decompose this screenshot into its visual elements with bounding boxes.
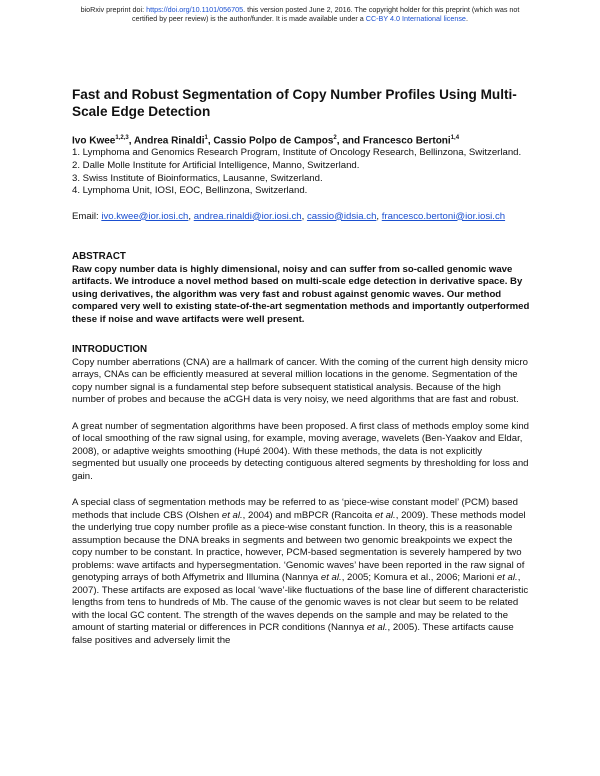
paper-body	[72, 86, 532, 661]
email-link[interactable]: andrea.rinaldi@ior.iosi.ch	[193, 210, 302, 222]
abstract-text: Raw copy number data is highly dimensional, noisy and can suffer from so-called genomic wave artifacts. We introduce a novel method based on multi-scale edge detection in derivative space. By using derivatives, the algorithm was very fast and robust against genomic waves. Our method compared very well to existing state-of-the-art segmentation methods and importantly outperformed these if noise and wave artifacts were well present.	[72, 263, 530, 325]
affiliation-item: 2. Dalle Molle Institute for Artificial Intelligence, Manno, Switzerland.	[72, 159, 360, 171]
author-name: Andrea Rinaldi	[133, 135, 205, 147]
header-line-1: bioRxiv preprint doi: https://doi.org/10.1101/056705. this version posted June 2, 2016. The copyright holder for this preprint (which was not	[80, 5, 520, 14]
introduction-heading: INTRODUCTION	[72, 344, 148, 356]
affiliation-item: 1. Lymphoma and Genomics Research Program, Institute of Oncology Research, Bellinzona, Switzerland.	[72, 147, 522, 159]
author-affil-sup: 2	[333, 135, 337, 141]
email-link[interactable]: francesco.bertoni@ior.iosi.ch	[381, 210, 506, 222]
paper-title: Fast and Robust Segmentation of Copy Number Profiles Using Multi-Scale Edge Detection	[72, 87, 517, 119]
affiliation-list	[72, 147, 532, 197]
author-affil-sup: 1,4	[450, 135, 460, 141]
doi-link[interactable]: https://doi.org/10.1101/056705	[146, 5, 244, 14]
abstract-heading: ABSTRACT	[72, 251, 126, 263]
header-line-2: certified by peer review) is the author/funder. It is made available under a CC-BY 4.0 International license.	[132, 14, 468, 23]
author-name: Cassio Polpo de Campos	[213, 135, 334, 147]
affiliation-item: 3. Swiss Institute of Bioinformatics, Lausanne, Switzerland.	[72, 172, 323, 184]
email-block: Email: ivo.kwee@ior.iosi.ch, andrea.rinaldi@ior.iosi.ch, cassio@idsia.ch, francesco.bertoni@ior.iosi.ch	[72, 210, 506, 222]
email-link[interactable]: ivo.kwee@ior.iosi.ch	[101, 210, 189, 222]
affiliation-item: 4. Lymphoma Unit, IOSI, EOC, Bellinzona, Switzerland.	[72, 185, 308, 197]
author-name: Francesco Bertoni	[362, 135, 451, 147]
license-link[interactable]: CC-BY 4.0 International license	[365, 14, 466, 23]
email-link[interactable]: cassio@idsia.ch	[306, 210, 377, 222]
author-list: Ivo Kwee$^{1,2,3}$, Andrea Rinaldi$^1$, Cassio Polpo de Campos$^2$, and Francesco Bertoni$^{1,4}$	[72, 135, 460, 147]
preprint-header	[50, 5, 550, 23]
intro-paragraph-1: Copy number aberrations (CNA) are a hallmark of cancer. With the coming of the current high density micro arrays, CNAs can be efficiently measured at several million locations in the genome. Segmentation of the copy number signal is a fundamental step before subsequent statistical analysis. Because of the high number of probes and because the aCGH data is very noisy, we need algorithms that are fast and robust.	[72, 356, 528, 406]
intro-paragraph-3: A special class of segmentation methods may be referred to as ‘piece-wise constant model’ (PCM) based methods that include CBS (Olshen et al., 2004) and mBPCR (Rancoita et al., 2009). These methods model the underlying true copy number profile as a piece-wise constant function. In theory, this is a reasonable assumption because the DNA breaks in segments and between two genomic breakpoints we expect the copy number to be constant. In practice, however, PCM-based segmentation is severely hampered by two problems: wave artifacts and hypersegmentation. ‘Genomic waves’ have been reported in the raw signal of genotyping arrays of both Affymetrix and Illumina (Nannya et al., 2005; Komura et al., 2006; Marioni et al., 2007). These artifacts are exposed as local ‘wave’-like fluctuations of the base line of different characteristic lengths from tens to hundreds of Mb. The cause of the genomic waves is not clear but seem to be related with the local GC content. The strength of the waves depends on the sample and may be related to the amount of starting material or differences in PCR conditions (Nannya et al., 2005). These artifacts cause false positives and adversely limit the	[72, 497, 529, 646]
author-affil-sup: 1,2,3	[115, 135, 129, 141]
email-label: Email:	[72, 210, 102, 222]
intro-paragraph-2: A great number of segmentation algorithms have been proposed. A first class of methods employ some kind of local smoothing of the raw signal using, for example, moving average, wavelets (Ben-Yaakov and Eldar, 2008), or adaptive weights smoothing (Hupé 2004). With these methods, the data is not explicitly segmented but usually one proceeds by detecting contiguous altered segments by thresholding for loss and gain.	[72, 420, 530, 482]
author-name: Ivo Kwee	[72, 135, 116, 147]
author-affil-sup: 1	[204, 135, 208, 141]
